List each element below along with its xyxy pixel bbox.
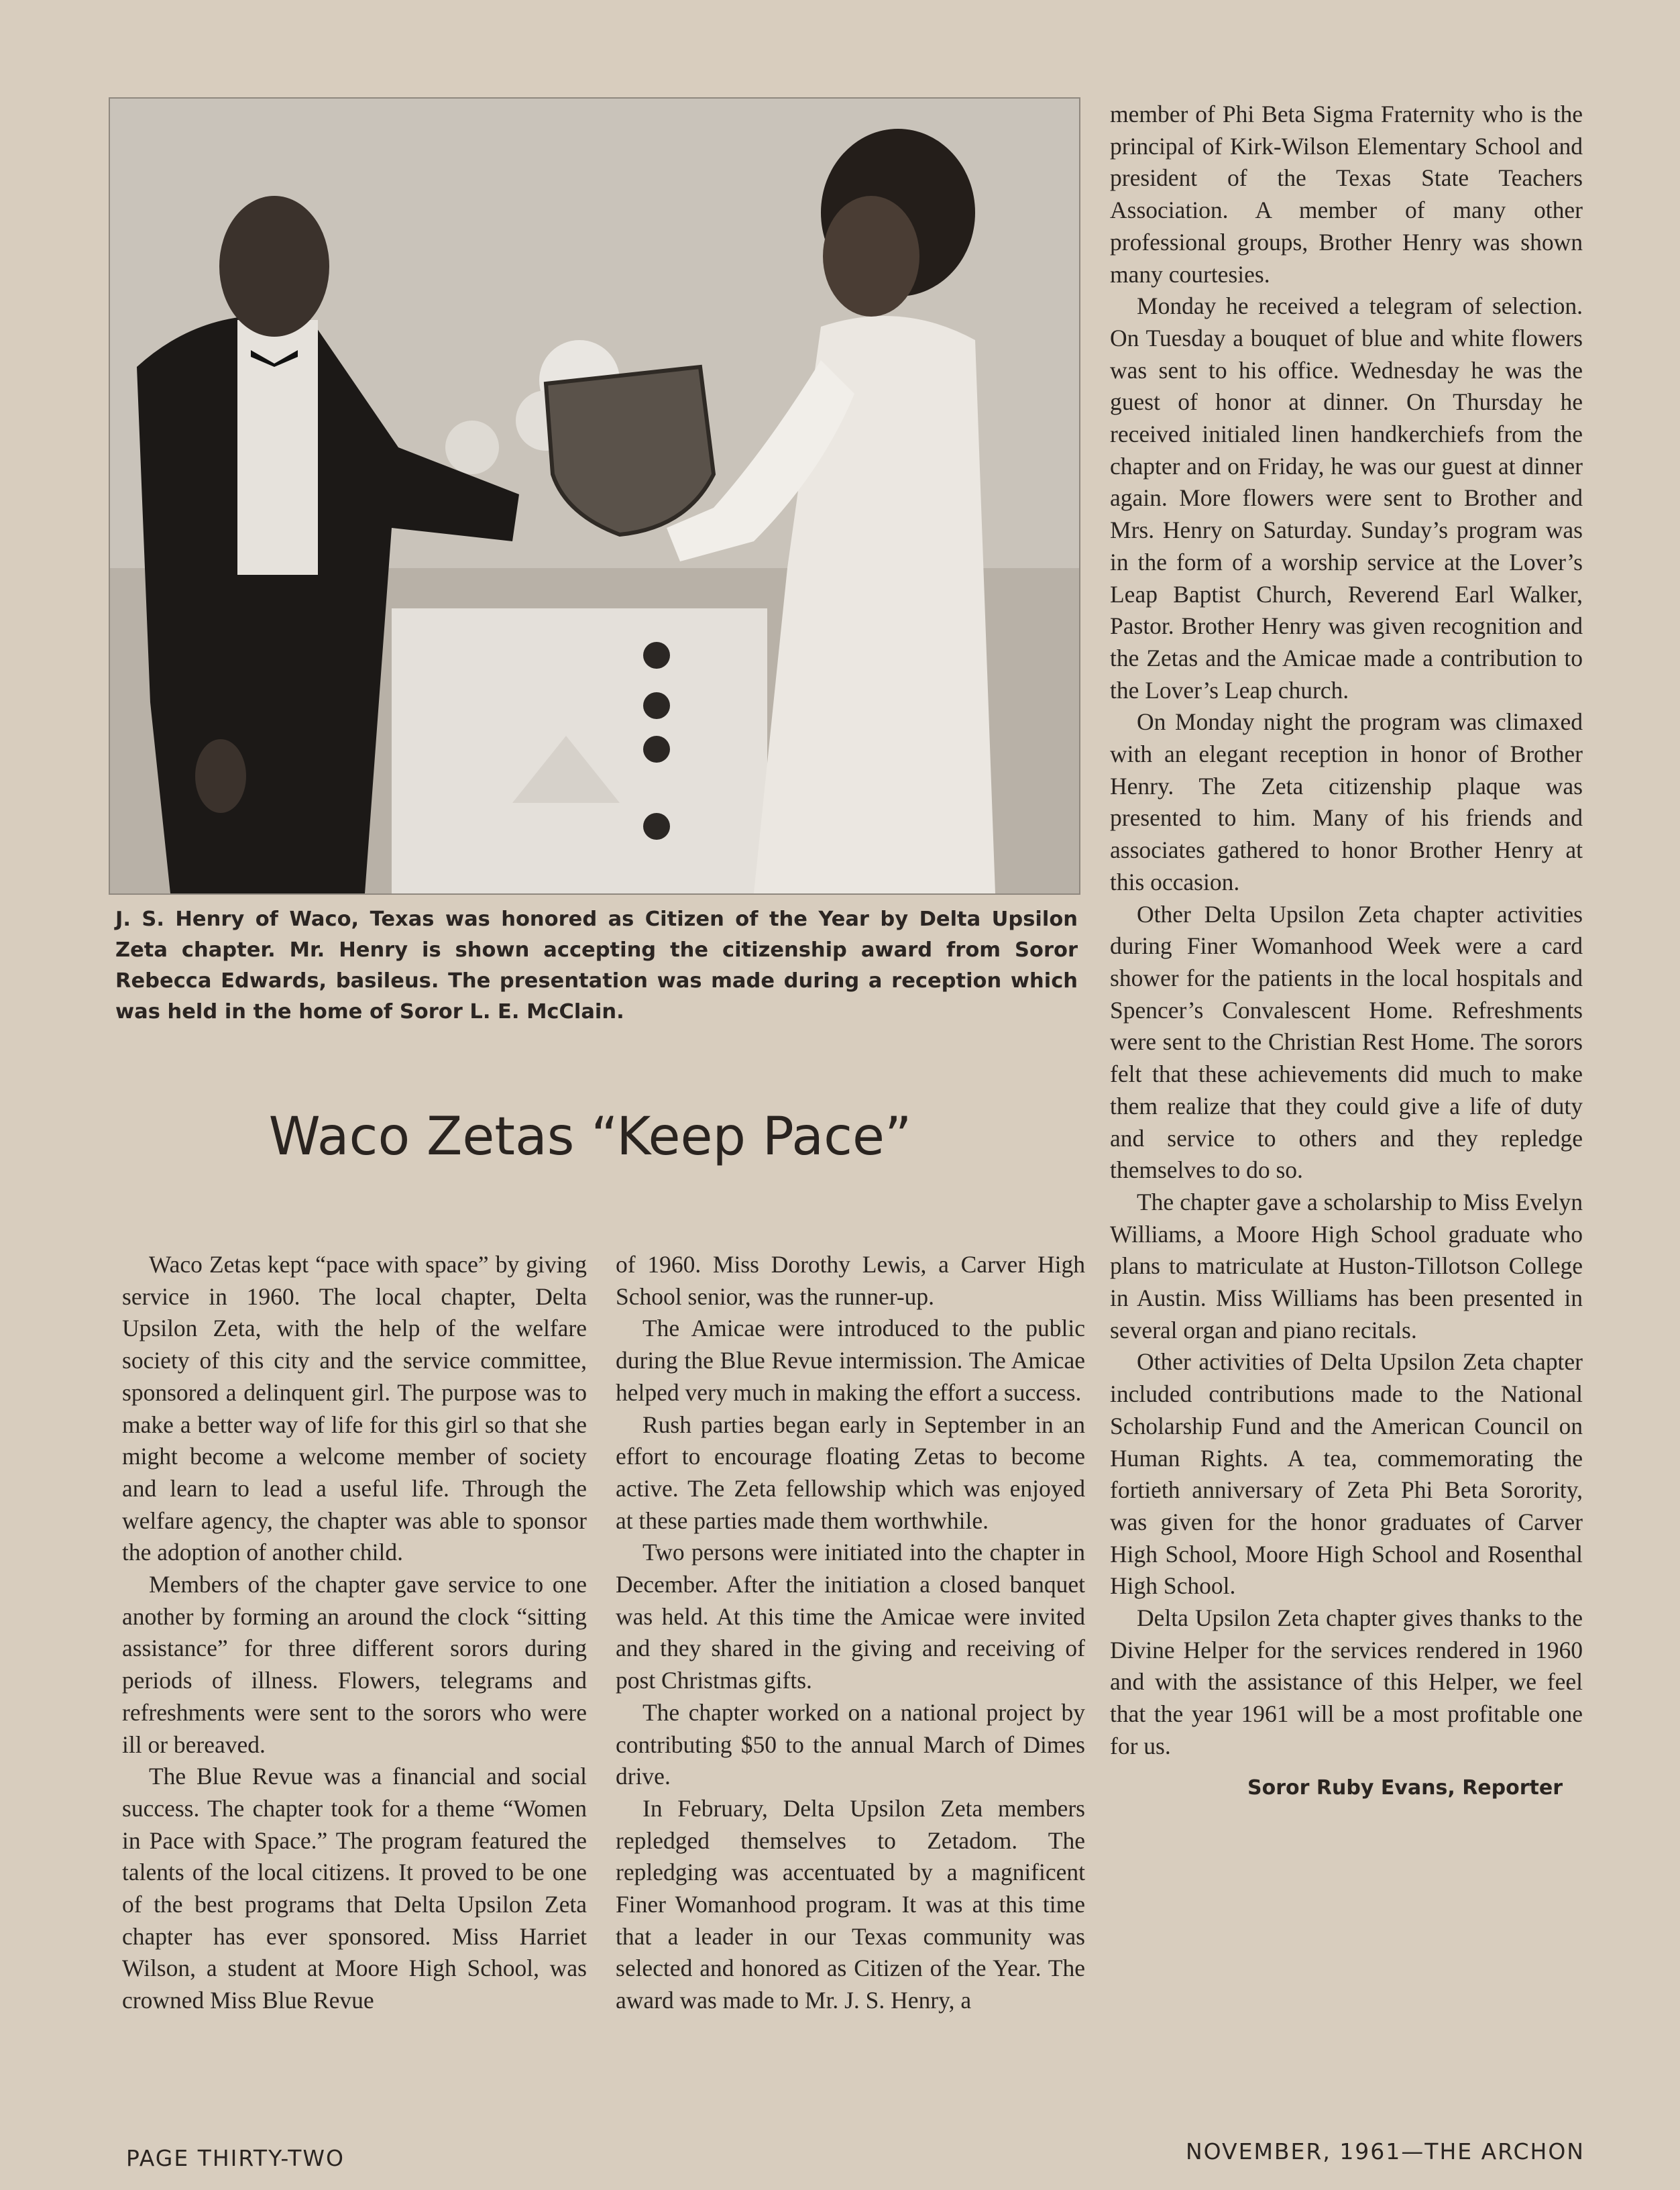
article-paragraph: Members of the chapter gave service to one another by forming an around the clock “sitting assistance” for three different sorors during periods of illness. Flowers, telegrams and refreshments were sent to the sorors who were ill or bereaved. — [122, 1571, 587, 1758]
photo-man-receiving-plaque-icon — [109, 97, 1080, 895]
article-paragraph: In February, Delta Upsilon Zeta members repledged themselves to Zetadom. The repledging was accentuated by a magnificent Finer Womanhood program. It was at this time that a leader in our Texas community was selected and honored as Citizen of the Year. The award was made to Mr. J. S. Henry, a — [616, 1794, 1085, 2014]
article-column-1 — [122, 1249, 587, 2017]
issue-footer: NOVEMBER, 1961—THE ARCHON — [1185, 2138, 1585, 2165]
article-headline: Waco Zetas “Keep Pace” — [268, 1107, 912, 1167]
article-paragraph: The chapter worked on a national project by contributing $50 to the annual March of Dimes drive. — [616, 1698, 1085, 1790]
article-paragraph: of 1960. Miss Dorothy Lewis, a Carver High School senior, was the runner-up. — [616, 1251, 1085, 1310]
article-column-2 — [616, 1249, 1085, 2017]
article-paragraph: Waco Zetas kept “pace with space” by giving service in 1960. The local chapter, Delta Upsilon Zeta, with the help of the welfare society of this city and the service committee, sponsored a delinquent girl. The purpose was to make a better way of life for this girl so that she might become a welcome member of society and learn to lead a useful life. Through the welfare agency, the chapter was able to sponsor the adoption of another child. — [122, 1251, 587, 1566]
article-paragraph: The Amicae were introduced to the public during the Blue Revue intermission. The Amicae helped very much in making the effort a success. — [616, 1315, 1085, 1406]
article-paragraph: member of Phi Beta Sigma Fraternity who is the principal of Kirk-Wilson Elementary School and president of the Texas State Teachers Association. A member of many other professional groups, Brother Henry was shown many courtesies. — [1110, 101, 1583, 288]
article-paragraph: Other Delta Upsilon Zeta chapter activities during Finer Womanhood Week were a card shower for the patients in the local hospitals and Spencer’s Convalescent Home. Refreshments were sent to the Christian Rest Home. The sorors felt that these achievements did much to make them realize that they could give a life of duty and service to others and they repledge themselves to do so. — [1110, 900, 1583, 1184]
page-number: PAGE THIRTY-TWO — [126, 2145, 345, 2171]
article-paragraph: The Blue Revue was a financial and social success. The chapter took for a theme “Women in Pace with Space.” The program featured the talents of the local citizens. It proved to be one of the best programs that Delta Upsilon Zeta chapter has ever sponsored. Miss Harriet Wilson, a student at Moore High School, was crowned Miss Blue Revue — [122, 1763, 587, 2014]
article-column-3 — [1110, 99, 1583, 1804]
article-paragraph: Delta Upsilon Zeta chapter gives thanks to the Divine Helper for the services rendered in 1960 and with the assistance of this Helper, we feel that the year 1961 will be a most profitable one for us. — [1110, 1604, 1583, 1759]
photo-illustration — [110, 99, 1079, 893]
article-paragraph: The chapter gave a scholarship to Miss Evelyn Williams, a Moore High School graduate who plans to matriculate at Huston-Tillotson College in Austin. Miss Williams has been presented in several organ and piano recitals. — [1110, 1188, 1583, 1344]
article-paragraph: Monday he received a telegram of selection. On Tuesday a bouquet of blue and white flowers was sent to his office. Wednesday he was the guest of honor at dinner. On Thursday he received initialed linen handkerchiefs from the chapter and on Friday, he was our guest at dinner again. More flowers were sent to Brother and Mrs. Henry on Saturday. Sunday’s program was in the form of a worship service at the Lover’s Leap Baptist Church, Reverend Earl Walker, Pastor. Brother Henry was given recognition and the Zetas and the Amicae made a contribution to the Lover’s Leap church. — [1110, 292, 1583, 704]
article-paragraph: Two persons were initiated into the chapter in December. After the initiation a closed banquet was held. At this time the Amicae were invited and they shared in the giving and receiving of post Christmas gifts. — [616, 1539, 1085, 1694]
photo-caption: J. S. Henry of Waco, Texas was honored as Citizen of the Year by Delta Upsilon Zeta chapter. Mr. Henry is shown accepting the citizenship award from Soror Rebecca Edwards, basileus. The presentation was made during a reception which was held in the home of Soror L. E. McClain. — [115, 908, 1078, 1024]
article-paragraph: Rush parties began early in September in an effort to encourage floating Zetas to become active. The Zeta fellowship which was enjoyed at these parties made them worthwhile. — [616, 1411, 1085, 1534]
article-paragraph: Other activities of Delta Upsilon Zeta chapter included contributions made to the National Scholarship Fund and the American Council on Human Rights. A tea, commemorating the fortieth anniversary of Zeta Phi Beta Sorority, was given for the honor graduates of Carver High School, Moore High School and Rosenthal High School. — [1110, 1348, 1583, 1600]
article-paragraph: On Monday night the program was climaxed with an elegant reception in honor of Brother Henry. The Zeta citizenship plaque was presented to him. Many of his friends and associates gathered to honor Brother Henry at this occasion. — [1110, 708, 1583, 895]
reporter-signature: Soror Ruby Evans, Reporter — [1247, 1775, 1563, 1800]
